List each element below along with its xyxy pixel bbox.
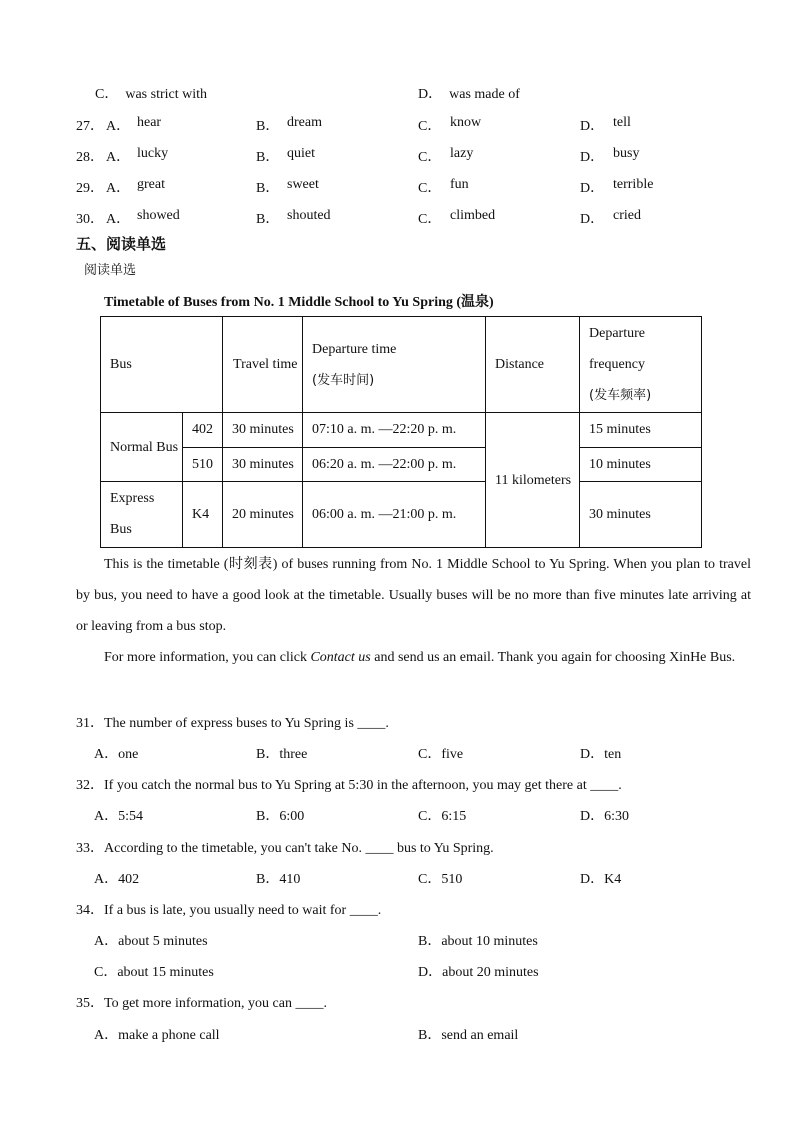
departure-time: 07:10 a. m. —22:20 p. m. xyxy=(303,413,486,447)
timetable-title: Timetable of Buses from No. 1 Middle School to Yu Spring (温泉) xyxy=(104,295,494,310)
travel-time: 30 minutes xyxy=(223,413,303,447)
option-a: showed xyxy=(137,208,180,223)
question-35-option-b: B．send an email xyxy=(418,1028,519,1043)
frequency-label-2: frequency xyxy=(589,357,645,373)
option-d: cried xyxy=(613,208,641,223)
option-c: lazy xyxy=(450,146,474,161)
option-label: D． xyxy=(580,119,605,134)
passage xyxy=(76,549,751,673)
question-34-option-a: A．about 5 minutes xyxy=(94,934,208,949)
option-label: B． xyxy=(256,181,280,196)
frequency: 10 minutes xyxy=(580,447,702,481)
frequency-label-1: Departure xyxy=(589,326,645,342)
option-label: D． xyxy=(580,181,605,196)
option-label: C． xyxy=(418,212,442,227)
question-33-option-b: B．410 xyxy=(256,872,301,887)
question-32-option-d: D．6:30 xyxy=(580,809,629,824)
travel-time: 20 minutes xyxy=(223,481,303,547)
table-header-row xyxy=(101,317,702,413)
express-label-1: Express xyxy=(110,491,155,507)
option-d: busy xyxy=(613,146,640,161)
section-subheading: 阅读单选 xyxy=(84,263,137,278)
option-d: terrible xyxy=(613,177,654,192)
option-b: shouted xyxy=(287,208,331,223)
distance-value: 11 kilometers xyxy=(486,413,580,548)
question-35-stem: 35．To get more information, you can ____. xyxy=(76,996,327,1011)
option-b: dream xyxy=(287,115,322,130)
header-distance: Distance xyxy=(486,317,580,413)
table-row xyxy=(101,481,702,547)
question-number: 29． xyxy=(76,181,104,196)
option-c: know xyxy=(450,115,482,130)
departure-time: 06:20 a. m. —22:00 p. m. xyxy=(303,447,486,481)
departure-label-cn: (发车时间) xyxy=(312,372,375,388)
frequency: 15 minutes xyxy=(580,413,702,447)
option-label: A． xyxy=(106,150,131,165)
option-label: A． xyxy=(106,119,131,134)
option-label: C． xyxy=(418,119,442,134)
question-number: 30． xyxy=(76,212,104,227)
table-row xyxy=(101,447,702,481)
question-32-option-b: B．6:00 xyxy=(256,809,305,824)
header-bus: Bus xyxy=(101,317,223,413)
frequency: 30 minutes xyxy=(580,481,702,547)
passage-paragraph-2 xyxy=(76,642,751,673)
option-b: quiet xyxy=(287,146,315,161)
option-label: C． xyxy=(418,181,442,196)
question-34-option-c: C．about 15 minutes xyxy=(94,965,214,980)
contact-us-link: Contact us xyxy=(310,650,371,665)
question-31-option-b: B．three xyxy=(256,747,308,762)
option-c: climbed xyxy=(450,208,496,223)
bus-number: 402 xyxy=(183,413,223,447)
question-number: 27． xyxy=(76,119,104,134)
travel-time: 30 minutes xyxy=(223,447,303,481)
option-label: D． xyxy=(580,150,605,165)
question-32-option-a: A．5:54 xyxy=(94,809,143,824)
express-bus-label xyxy=(101,481,183,547)
header-departure-time xyxy=(303,317,486,413)
option-a: great xyxy=(137,177,165,192)
question-33-option-c: C．510 xyxy=(418,872,463,887)
passage-paragraph-1: This is the timetable (时刻表) of buses running from No. 1 Middle School to Yu Spring. When you plan to travel by bus, you need to have a good look at the timetable. Usually buses will be no more than five minutes late arriving at or leaving from a bus stop. xyxy=(76,557,751,634)
departure-time: 06:00 a. m. —21:00 p. m. xyxy=(303,481,486,547)
option-label: C． xyxy=(418,150,442,165)
question-35-option-a: A．make a phone call xyxy=(94,1028,220,1043)
option-label: B． xyxy=(256,119,280,134)
question-34-option-b: B．about 10 minutes xyxy=(418,934,538,949)
question-32-stem: 32．If you catch the normal bus to Yu Spring at 5:30 in the afternoon, you may get there at ____. xyxy=(76,778,622,793)
departure-label: Departure time xyxy=(312,341,397,357)
normal-bus-label: Normal Bus xyxy=(101,413,183,481)
bus-number: K4 xyxy=(183,481,223,547)
question-33-option-d: D．K4 xyxy=(580,872,622,887)
question-31-option-c: C．five xyxy=(418,747,464,762)
question-31-option-d: D．ten xyxy=(580,747,622,762)
q26-option-c: C． was strict with xyxy=(95,87,207,102)
frequency-label-cn: (发车频率) xyxy=(589,388,652,404)
question-32-option-c: C．6:15 xyxy=(418,809,467,824)
q26-option-d: D． was made of xyxy=(418,87,520,102)
option-a: lucky xyxy=(137,146,169,161)
bus-number: 510 xyxy=(183,447,223,481)
option-label: B． xyxy=(256,212,280,227)
question-number: 28． xyxy=(76,150,104,165)
p2-text-after: and send us an email. Thank you again for choosing XinHe Bus. xyxy=(370,650,736,665)
table-row xyxy=(101,413,702,447)
header-travel-time: Travel time xyxy=(223,317,303,413)
header-frequency xyxy=(580,317,702,413)
option-label: A． xyxy=(106,181,131,196)
question-34-stem: 34．If a bus is late, you usually need to wait for ____. xyxy=(76,903,382,918)
question-33-stem: 33．According to the timetable, you can't take No. ____ bus to Yu Spring. xyxy=(76,841,494,856)
option-b: sweet xyxy=(287,177,319,192)
option-label: A． xyxy=(106,212,131,227)
option-d: tell xyxy=(613,115,631,130)
question-31-option-a: A．one xyxy=(94,747,139,762)
option-label: D． xyxy=(580,212,605,227)
section-heading: 五、阅读单选 xyxy=(76,235,167,253)
option-a: hear xyxy=(137,115,162,130)
question-34-option-d: D．about 20 minutes xyxy=(418,965,539,980)
timetable xyxy=(100,316,702,548)
p2-text-before: For more information, you can click xyxy=(104,650,311,665)
option-label: B． xyxy=(256,150,280,165)
option-c: fun xyxy=(450,177,469,192)
question-33-option-a: A．402 xyxy=(94,872,140,887)
express-label-2: Bus xyxy=(110,522,132,538)
question-31-stem: 31．The number of express buses to Yu Spring is ____. xyxy=(76,716,389,731)
